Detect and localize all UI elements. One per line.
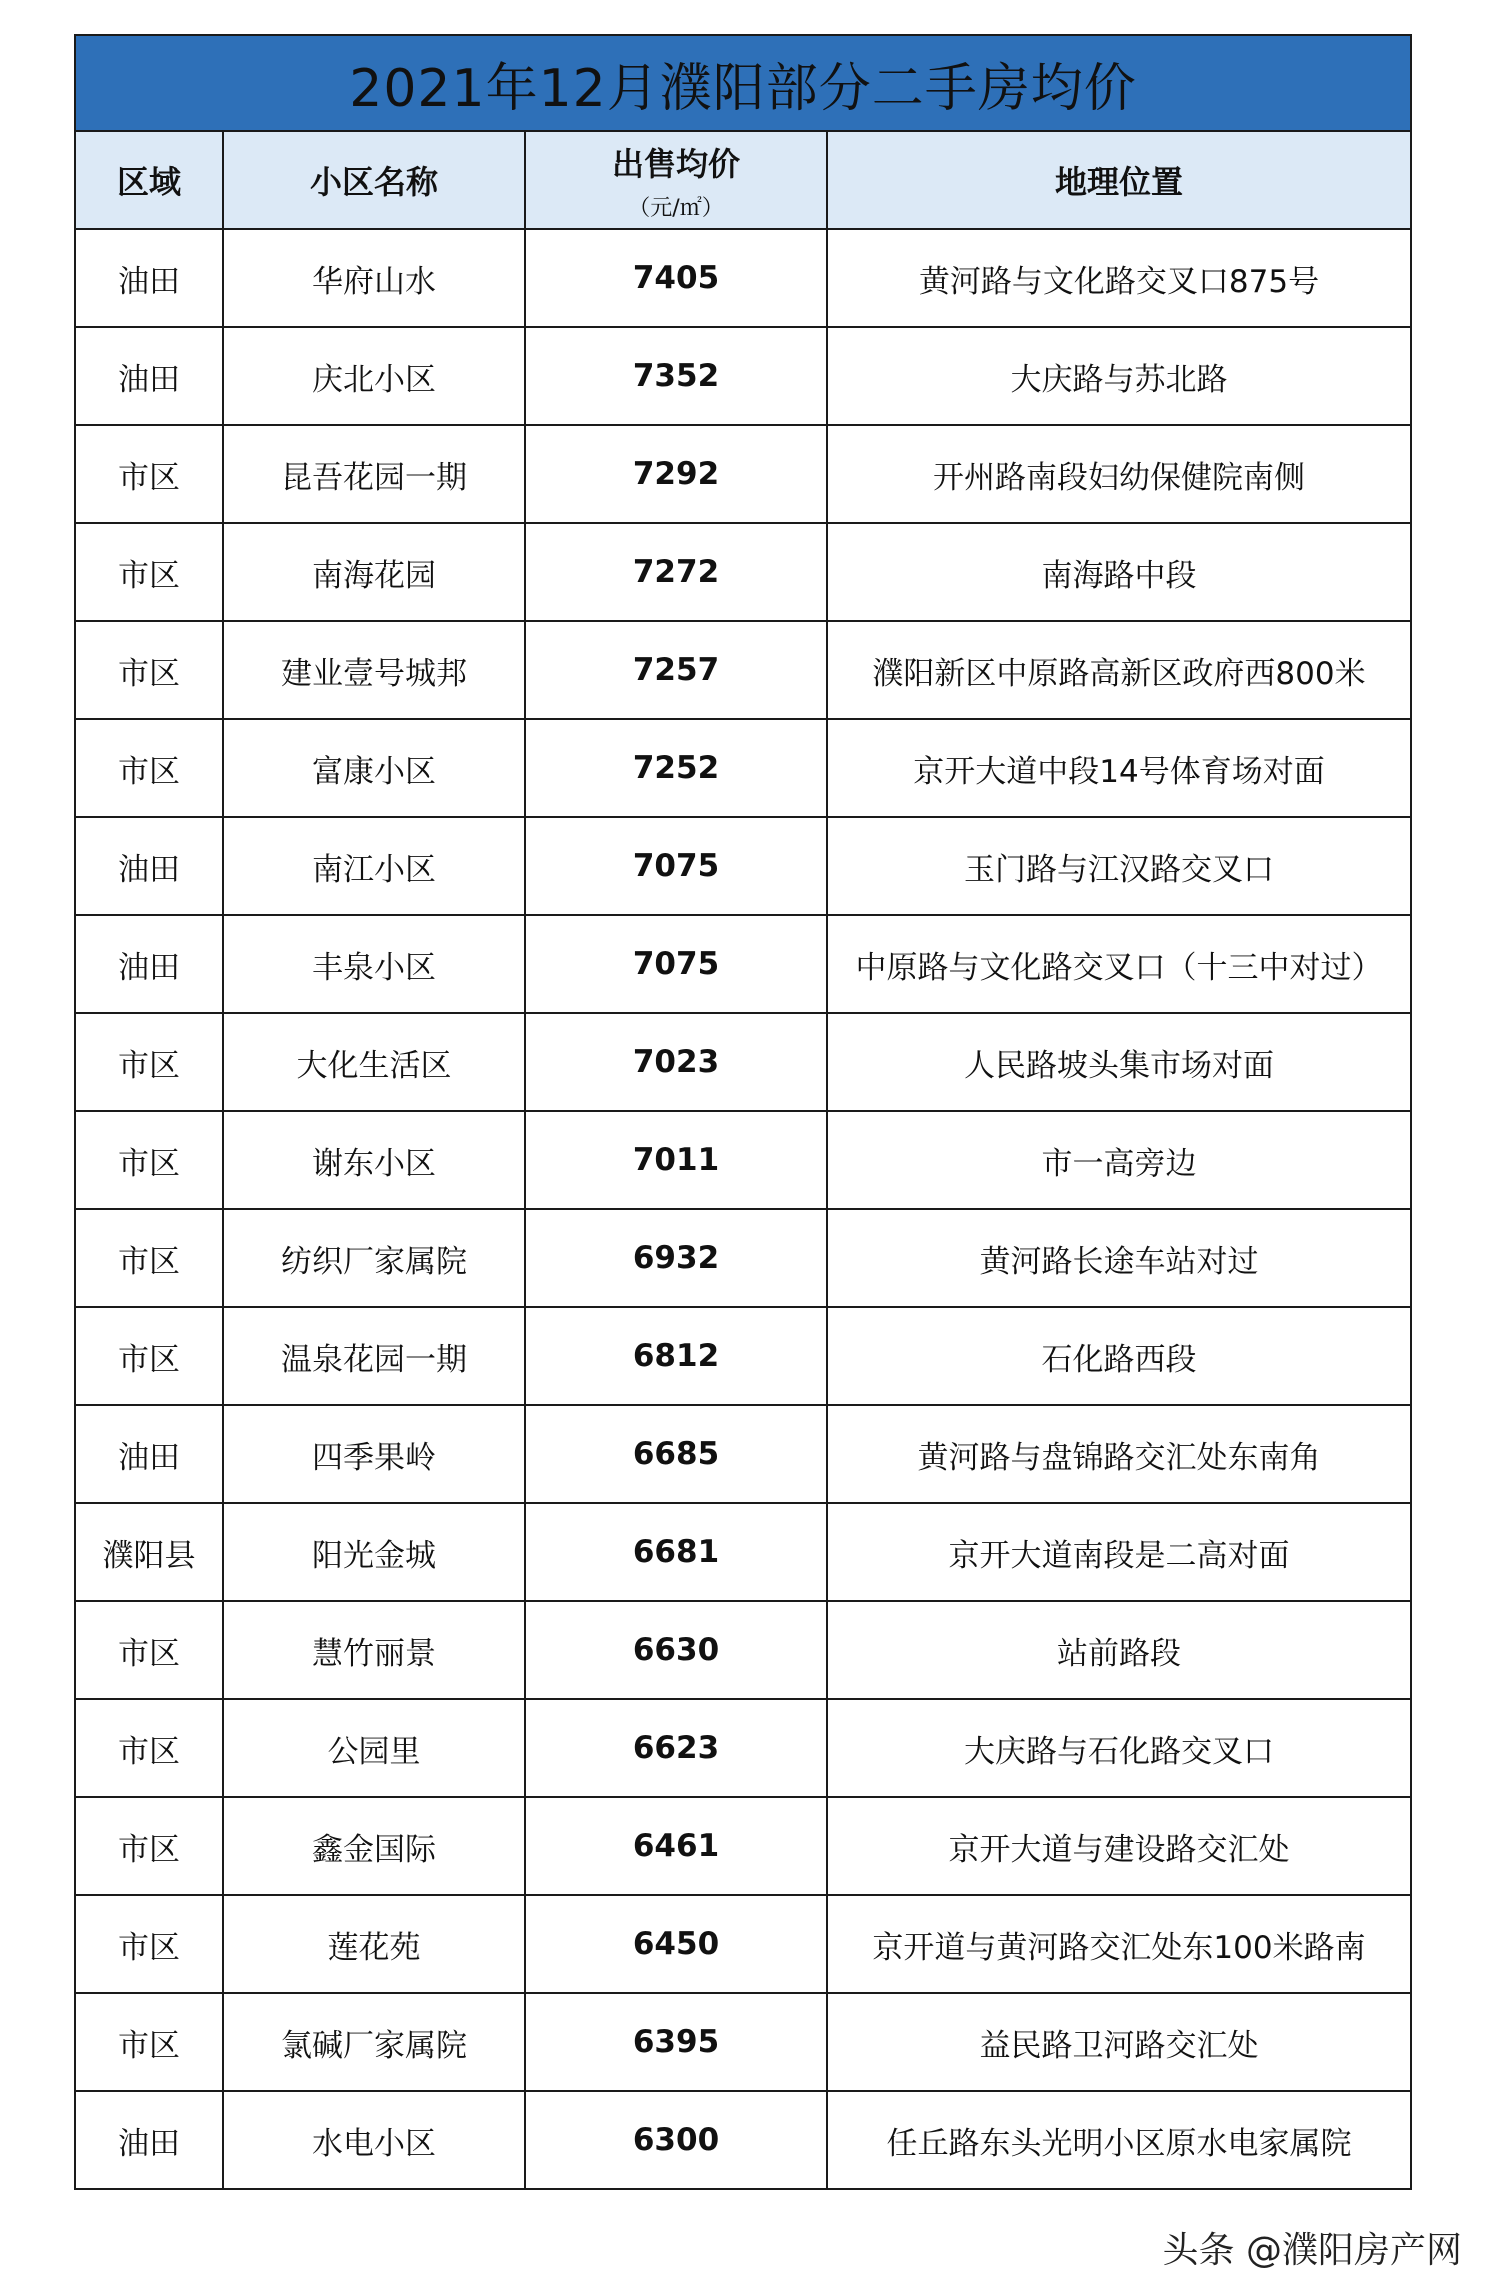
cell-region: 濮阳县 <box>75 1503 223 1601</box>
cell-name: 莲花苑 <box>223 1895 525 1993</box>
cell-price: 6630 <box>525 1601 827 1699</box>
table-body <box>75 229 1411 2189</box>
title-row <box>75 35 1411 131</box>
cell-price: 6932 <box>525 1209 827 1307</box>
cell-name: 建业壹号城邦 <box>223 621 525 719</box>
cell-name: 谢东小区 <box>223 1111 525 1209</box>
cell-region: 市区 <box>75 1797 223 1895</box>
cell-name: 华府山水 <box>223 229 525 327</box>
cell-location: 站前路段 <box>827 1601 1411 1699</box>
cell-price: 7075 <box>525 817 827 915</box>
cell-price: 7023 <box>525 1013 827 1111</box>
cell-region: 市区 <box>75 1895 223 1993</box>
table-row <box>75 1111 1411 1209</box>
cell-region: 油田 <box>75 817 223 915</box>
cell-location: 濮阳新区中原路高新区政府西800米 <box>827 621 1411 719</box>
cell-price: 7252 <box>525 719 827 817</box>
cell-price: 7272 <box>525 523 827 621</box>
cell-price: 6395 <box>525 1993 827 2091</box>
cell-location: 京开道与黄河路交汇处东100米路南 <box>827 1895 1411 1993</box>
watermark: 头条 @濮阳房产网 <box>1162 2230 1462 2271</box>
cell-name: 富康小区 <box>223 719 525 817</box>
cell-name: 慧竹丽景 <box>223 1601 525 1699</box>
cell-price: 6685 <box>525 1405 827 1503</box>
cell-location: 南海路中段 <box>827 523 1411 621</box>
cell-location: 开州路南段妇幼保健院南侧 <box>827 425 1411 523</box>
cell-price: 6681 <box>525 1503 827 1601</box>
cell-price: 6461 <box>525 1797 827 1895</box>
cell-location: 大庆路与苏北路 <box>827 327 1411 425</box>
cell-region: 市区 <box>75 1601 223 1699</box>
cell-region: 市区 <box>75 719 223 817</box>
cell-price: 6450 <box>525 1895 827 1993</box>
cell-name: 温泉花园一期 <box>223 1307 525 1405</box>
table-row <box>75 621 1411 719</box>
header-price <box>525 131 827 229</box>
table-row <box>75 1209 1411 1307</box>
table-row <box>75 229 1411 327</box>
cell-region: 市区 <box>75 1209 223 1307</box>
cell-location: 黄河路与盘锦路交汇处东南角 <box>827 1405 1411 1503</box>
price-table <box>74 34 1412 2190</box>
table-row <box>75 425 1411 523</box>
table-row <box>75 915 1411 1013</box>
cell-name: 阳光金城 <box>223 1503 525 1601</box>
cell-region: 市区 <box>75 1111 223 1209</box>
cell-location: 京开大道中段14号体育场对面 <box>827 719 1411 817</box>
table-row <box>75 327 1411 425</box>
cell-location: 京开大道与建设路交汇处 <box>827 1797 1411 1895</box>
cell-region: 市区 <box>75 621 223 719</box>
cell-region: 市区 <box>75 1993 223 2091</box>
cell-price: 6300 <box>525 2091 827 2189</box>
cell-region: 油田 <box>75 229 223 327</box>
cell-location: 大庆路与石化路交叉口 <box>827 1699 1411 1797</box>
table-row <box>75 1699 1411 1797</box>
cell-name: 南江小区 <box>223 817 525 915</box>
cell-region: 油田 <box>75 327 223 425</box>
table-row <box>75 523 1411 621</box>
cell-region: 市区 <box>75 1699 223 1797</box>
cell-location: 市一高旁边 <box>827 1111 1411 1209</box>
table-row <box>75 1307 1411 1405</box>
cell-region: 市区 <box>75 1013 223 1111</box>
cell-name: 纺织厂家属院 <box>223 1209 525 1307</box>
cell-location: 中原路与文化路交叉口（十三中对过） <box>827 915 1411 1013</box>
cell-location: 益民路卫河路交汇处 <box>827 1993 1411 2091</box>
cell-location: 石化路西段 <box>827 1307 1411 1405</box>
cell-location: 任丘路东头光明小区原水电家属院 <box>827 2091 1411 2189</box>
cell-name: 昆吾花园一期 <box>223 425 525 523</box>
table-title: 2021年12月濮阳部分二手房均价 <box>75 35 1411 131</box>
header-name: 小区名称 <box>223 131 525 229</box>
cell-price: 7352 <box>525 327 827 425</box>
cell-price: 6812 <box>525 1307 827 1405</box>
cell-region: 油田 <box>75 2091 223 2189</box>
table-row <box>75 1013 1411 1111</box>
table-row <box>75 1601 1411 1699</box>
cell-region: 油田 <box>75 915 223 1013</box>
header-location: 地理位置 <box>827 131 1411 229</box>
cell-location: 玉门路与江汉路交叉口 <box>827 817 1411 915</box>
cell-location: 人民路坡头集市场对面 <box>827 1013 1411 1111</box>
cell-location: 黄河路长途车站对过 <box>827 1209 1411 1307</box>
table-row <box>75 1405 1411 1503</box>
cell-region: 市区 <box>75 425 223 523</box>
cell-name: 庆北小区 <box>223 327 525 425</box>
header-price-label: 出售均价 <box>611 144 740 183</box>
table-row <box>75 1895 1411 1993</box>
cell-name: 丰泉小区 <box>223 915 525 1013</box>
cell-price: 7405 <box>525 229 827 327</box>
header-price-unit: （元/㎡） <box>628 195 724 221</box>
cell-name: 氯碱厂家属院 <box>223 1993 525 2091</box>
cell-name: 四季果岭 <box>223 1405 525 1503</box>
cell-location: 京开大道南段是二高对面 <box>827 1503 1411 1601</box>
cell-price: 7292 <box>525 425 827 523</box>
cell-region: 油田 <box>75 1405 223 1503</box>
table-row <box>75 2091 1411 2189</box>
table-row <box>75 1503 1411 1601</box>
cell-price: 7011 <box>525 1111 827 1209</box>
cell-price: 6623 <box>525 1699 827 1797</box>
table-row <box>75 1993 1411 2091</box>
cell-name: 大化生活区 <box>223 1013 525 1111</box>
cell-name: 公园里 <box>223 1699 525 1797</box>
cell-price: 7257 <box>525 621 827 719</box>
header-row <box>75 131 1411 229</box>
table-row <box>75 719 1411 817</box>
cell-price: 7075 <box>525 915 827 1013</box>
cell-name: 鑫金国际 <box>223 1797 525 1895</box>
header-region: 区域 <box>75 131 223 229</box>
table-row <box>75 817 1411 915</box>
cell-name: 南海花园 <box>223 523 525 621</box>
cell-location: 黄河路与文化路交叉口875号 <box>827 229 1411 327</box>
cell-name: 水电小区 <box>223 2091 525 2189</box>
cell-region: 市区 <box>75 523 223 621</box>
cell-region: 市区 <box>75 1307 223 1405</box>
table-row <box>75 1797 1411 1895</box>
